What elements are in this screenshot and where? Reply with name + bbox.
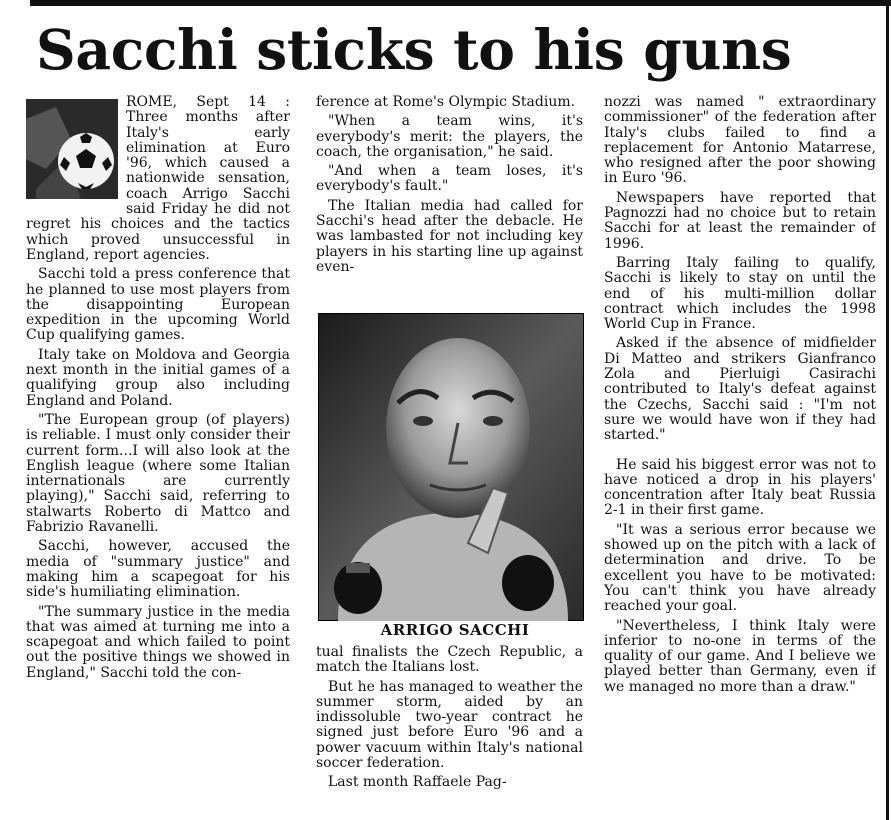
- paragraph: But he has managed to weather the summer storm, aided by an indissoluble two-year contract he signed just before Euro '96 and a power vacuum within Italy's national soccer federation.: [316, 678, 583, 772]
- portrait-photo: [318, 313, 584, 621]
- paragraph: Sacchi, however, accused the media of "summary justice" and making him a scapegoat for his side's humiliating elimination.: [26, 538, 290, 601]
- paragraph: The Italian media had called for Sacchi's head after the debacle. He was lambasted for not including key players in his starting line up against even-: [316, 197, 583, 275]
- paragraph: nozzi was named " extraordinary commissioner" of the federation after Italy's clubs failed to find a replacement for Antonio Matarrese, who resigned after the poor showing in Euro '96.: [604, 95, 876, 187]
- paragraph: Sacchi told a press conference that he planned to use most players from the disappointing European expedition in the upcoming World Cup qualifying games.: [26, 266, 290, 344]
- paragraph: ROME, Sept 14 : Three months after Italy's early elimination at Euro '96, which caused a nationwide sensation, coach Arrigo Sacchi said Friday he did not regret his choices and the tactics which proved unsuccessful in England, report agencies.: [26, 95, 290, 263]
- paragraph: ference at Rome's Olympic Stadium.: [316, 94, 576, 110]
- paragraph: tual finalists the Czech Republic, a match the Italians lost.: [316, 644, 583, 676]
- photo-caption: ARRIGO SACCHI: [380, 621, 530, 639]
- headline: Sacchi sticks to his guns: [36, 17, 792, 82]
- paragraph: Last month Raffaele Pag-: [328, 774, 507, 791]
- soccer-ball-icon: [26, 99, 118, 199]
- paragraph: "And when a team loses, it's everybody's fault.": [316, 163, 583, 195]
- right-rule: [886, 6, 889, 820]
- paragraph: "Nevertheless, I think Italy were inferior to no-one in terms of the quality of our game. And I believe we played better than Germany, even if we managed no more than a draw.": [604, 617, 876, 695]
- column-2-top: [316, 95, 583, 279]
- paragraph: "When a team wins, it's everybody's merit: the players, the coach, the organisation," he said.: [316, 113, 583, 160]
- paragraph: He said his biggest error was not to have noticed a drop in his players' concentration after Italy beat Russia 2-1 in their first game.: [604, 456, 876, 519]
- column-3: [604, 95, 876, 813]
- paragraph: "The European group (of players) is reliable. I must only consider their current form...I will also look at the English league (where some Italian internationals are currently playing)," Sacchi said, referring to stalwarts Roberto di Mattco and Fabrizio Ravanelli.: [26, 411, 290, 536]
- column-2-bottom: [316, 645, 583, 795]
- paragraph: "It was a serious error because we showed up on the pitch with a lack of determination and drive. To be excellent you have to be motivated: You can't think you have already reached your goal.: [604, 521, 876, 615]
- paragraph: Barring Italy failing to qualify, Sacchi is likely to stay on until the end of his multi-million dollar contract which includes the 1998 World Cup in France.: [604, 254, 876, 333]
- paragraph: "The summary justice in the media that was aimed at turning me into a scapegoat and which failed to point out the positive things we showed in England," Sacchi told the con-: [26, 603, 290, 681]
- top-rule: [30, 0, 891, 6]
- column-1: [26, 95, 290, 813]
- paragraph: Newspapers have reported that Pagnozzi had no choice but to retain Sacchi for at least the remainder of 1996.: [604, 189, 876, 252]
- paragraph: Italy take on Moldova and Georgia next month in the initial games of a qualifying group also including England and Poland.: [26, 346, 290, 409]
- paragraph: Asked if the absence of midfielder Di Matteo and strikers Gianfranco Zola and Pierluigi Casirachi contributed to Italy's defeat against the Czechs, Sacchi said : "I'm not sure we would have won if they had started.": [604, 335, 876, 444]
